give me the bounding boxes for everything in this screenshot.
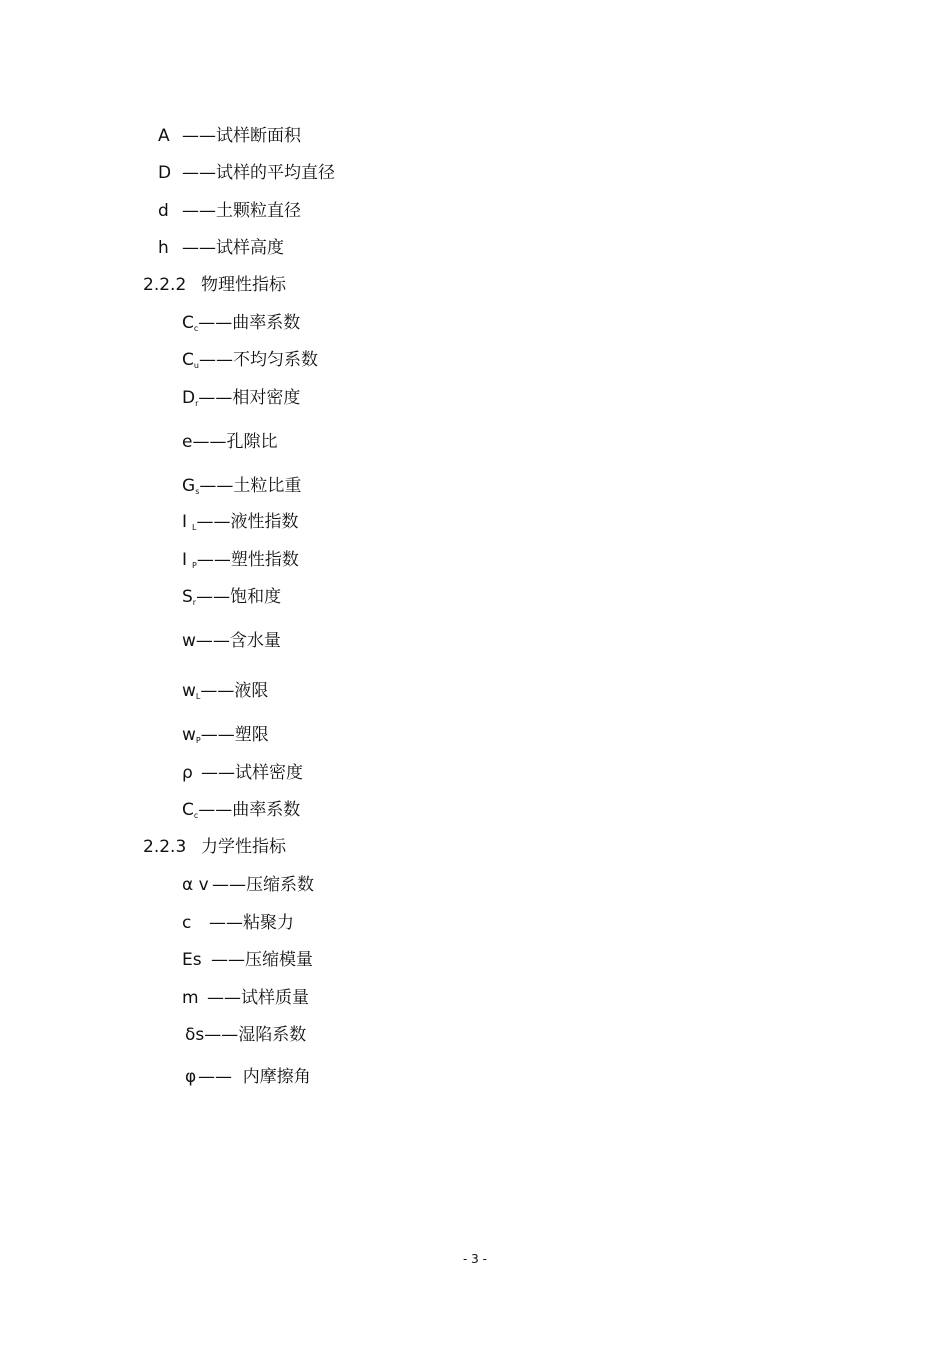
symbol-line <box>185 1067 311 1087</box>
symbol-line <box>182 587 281 613</box>
symbol: α v <box>182 875 209 895</box>
symbol-subscript: c <box>193 324 199 333</box>
symbol-line <box>182 875 314 895</box>
symbol-line <box>158 163 335 183</box>
symbol-line <box>182 950 313 970</box>
symbol: w <box>182 631 196 651</box>
symbol-line <box>182 350 318 376</box>
symbol: A <box>158 126 170 146</box>
symbol-line <box>158 201 301 221</box>
symbol-subscript: L <box>192 523 197 532</box>
symbol-subscript: P <box>195 736 201 745</box>
section-title: 物理性指标 <box>201 275 286 295</box>
definition: ——试样密度 <box>201 763 303 783</box>
definition: ——相对密度 <box>198 388 301 408</box>
definition: ——压缩系数 <box>212 875 314 895</box>
symbol-line <box>182 313 300 339</box>
symbol-subscript: L <box>195 692 201 701</box>
symbol-line <box>182 725 269 751</box>
symbol: S <box>182 587 193 607</box>
symbol-line <box>158 238 284 258</box>
definition: ——土粒比重 <box>199 476 302 496</box>
symbol: m <box>182 988 199 1008</box>
symbol: D <box>158 163 172 183</box>
definition: ——孔隙比 <box>192 432 278 452</box>
section-title: 力学性指标 <box>201 837 286 857</box>
symbol-subscript: c <box>193 811 199 820</box>
symbol-subscript: r <box>195 399 199 408</box>
symbol-line <box>182 512 298 538</box>
symbol: I <box>182 512 188 532</box>
symbol-subscript: r <box>192 598 197 607</box>
definition: ——液性指数 <box>196 512 299 532</box>
definition: ——试样断面积 <box>182 126 301 146</box>
symbol: e <box>182 432 193 452</box>
symbol-subscript: u <box>193 361 199 370</box>
definition: ——土颗粒直径 <box>182 201 301 221</box>
symbol-subscript: s <box>195 487 200 496</box>
symbol: D <box>182 388 196 408</box>
symbol-line <box>182 432 277 458</box>
symbol-line <box>185 1025 306 1045</box>
page-number: - 3 - <box>463 1252 487 1266</box>
symbol: δs <box>185 1025 205 1045</box>
symbol: I <box>182 550 188 570</box>
definition: ——湿陷系数 <box>204 1025 307 1045</box>
symbol: d <box>158 201 169 221</box>
definition: ——饱和度 <box>196 587 282 607</box>
definition: ——不均匀系数 <box>198 350 318 370</box>
definition: ——压缩模量 <box>211 950 313 970</box>
symbol-subscript: P <box>192 561 197 570</box>
definition: ——曲率系数 <box>198 800 301 820</box>
symbol-line <box>182 631 281 657</box>
symbol: C <box>182 313 194 333</box>
symbol-line <box>182 800 300 826</box>
symbol-line <box>158 126 301 146</box>
definition: ——液限 <box>200 681 269 701</box>
symbol-line <box>182 763 303 789</box>
symbol: w <box>182 725 196 745</box>
symbol-line <box>182 388 300 414</box>
symbol: Es <box>182 950 202 970</box>
symbol: h <box>158 238 169 258</box>
symbol: w <box>182 681 196 701</box>
symbol: c <box>182 913 192 933</box>
section-number: 2.2.3 <box>143 837 187 857</box>
symbol: C <box>182 800 194 820</box>
section-heading-223 <box>143 837 286 857</box>
section-number: 2.2.2 <box>143 275 187 295</box>
symbol-line <box>182 988 309 1008</box>
symbol: ρ <box>182 763 193 783</box>
section-heading-222 <box>143 275 286 295</box>
definition: ——塑性指数 <box>196 550 299 570</box>
symbol-line <box>182 476 301 502</box>
symbol: φ <box>185 1067 197 1087</box>
definition: —— 内摩擦角 <box>198 1067 311 1087</box>
definition: ——试样质量 <box>207 988 309 1008</box>
symbol-line <box>182 913 294 933</box>
definition: ——塑限 <box>200 725 269 745</box>
definition: ——试样高度 <box>182 238 284 258</box>
symbol: C <box>182 350 194 370</box>
symbol-line <box>182 681 268 707</box>
definition: ——粘聚力 <box>209 913 294 933</box>
definition: ——含水量 <box>195 631 281 651</box>
definition: ——曲率系数 <box>198 313 301 333</box>
definition: ——试样的平均直径 <box>182 163 335 183</box>
symbol: G <box>182 476 196 496</box>
symbol-line <box>182 550 299 576</box>
